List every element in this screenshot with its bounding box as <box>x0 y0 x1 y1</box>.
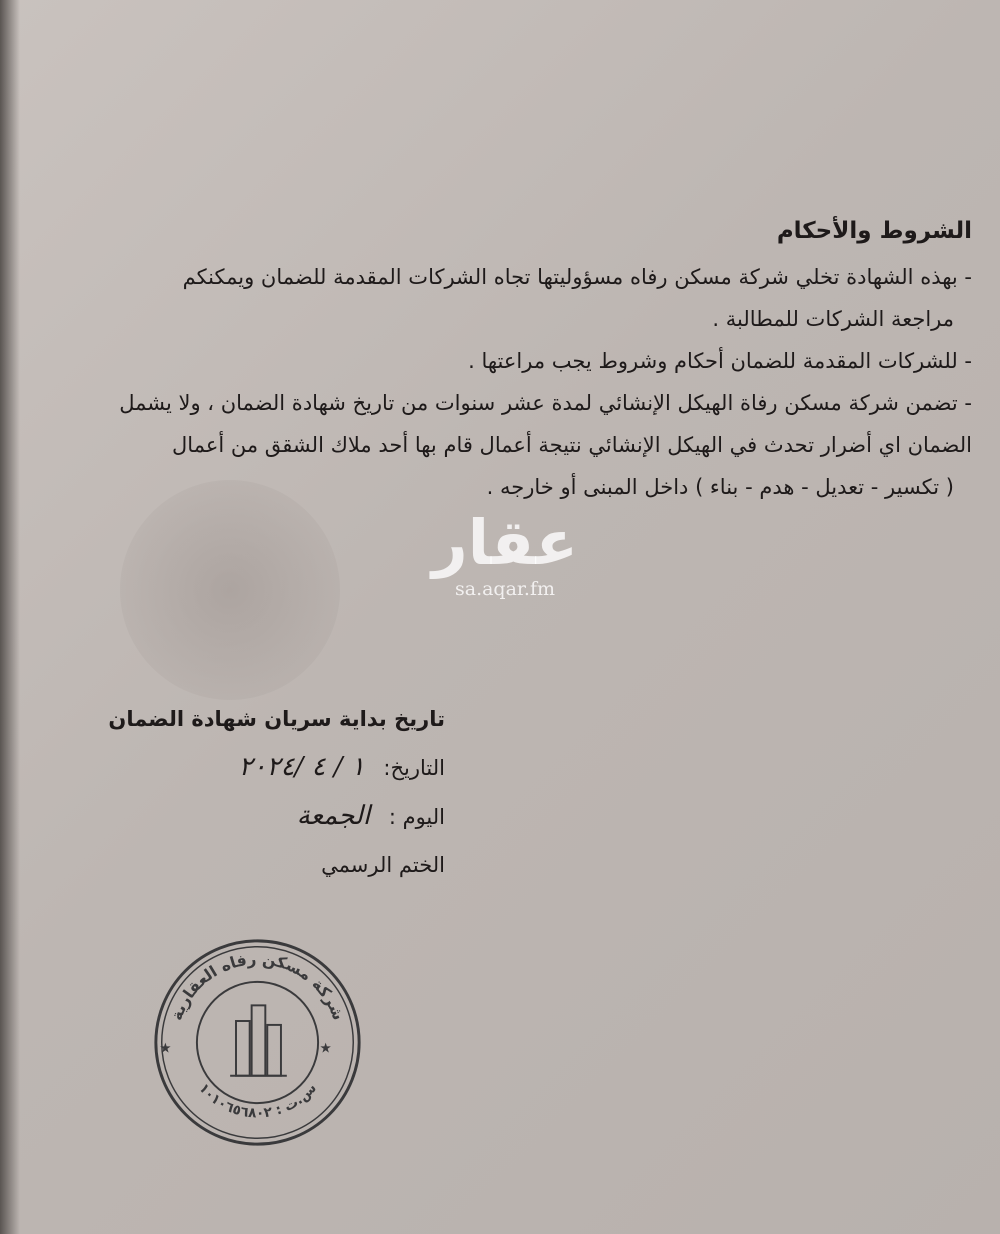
terms-line-4: - تضمن شركة مسكن رفاة الهيكل الإنشائي لمدة عشر سنوات من تاريخ شهادة الضمان ، ولا يشمل <box>119 391 972 415</box>
date-label: التاريخ: <box>383 756 445 780</box>
page-edge-shadow <box>0 0 20 1234</box>
seal-stars <box>159 1040 332 1056</box>
company-seal <box>150 935 365 1150</box>
watermark-logo: عقار <box>432 506 578 579</box>
watermark-url: sa.aqar.fm <box>454 578 556 600</box>
day-value: الجمعة <box>296 801 371 831</box>
terms-line-2: مراجعة الشركات للمطالبة . <box>712 307 954 331</box>
photo-shadow <box>120 480 340 700</box>
building-icon <box>230 1005 287 1075</box>
svg-text:★: ★ <box>319 1040 332 1057</box>
terms-line-5: الضمان اي أضرار تحدث في الهيكل الإنشائي نتيجة أعمال قام بها أحد ملاك الشقق من أعمال <box>172 433 972 457</box>
date-value: ١ / ٤ /٢٠٢٤ <box>238 752 365 782</box>
validity-section <box>25 695 445 889</box>
stamp-label: الختم الرسمي <box>321 853 445 877</box>
date-row <box>25 743 445 792</box>
seal-company-name: شركة مسكن رفاه العقارية <box>166 949 349 1023</box>
terms-section <box>12 218 972 508</box>
day-label: اليوم : <box>388 805 445 829</box>
day-row <box>25 792 445 841</box>
seal-cr-number: س.ت : ١٠١٠٦٥٦٨٠٢ <box>195 1080 320 1122</box>
terms-title: الشروط والأحكام <box>776 218 972 244</box>
terms-line-3: - للشركات المقدمة للضمان أحكام وشروط يجب مراعتها . <box>468 349 972 373</box>
svg-text:★: ★ <box>159 1040 172 1057</box>
terms-line-6: ( تكسير - تعديل - هدم - بناء ) داخل المبنى أو خارجه . <box>486 475 954 499</box>
aqar-watermark <box>425 508 585 600</box>
terms-line-1: - بهذه الشهادة تخلي شركة مسكن رفاه مسؤوليتها تجاه الشركات المقدمة للضمان ويمكنكم <box>182 265 972 289</box>
validity-title: تاريخ بداية سريان شهادة الضمان <box>108 707 445 731</box>
